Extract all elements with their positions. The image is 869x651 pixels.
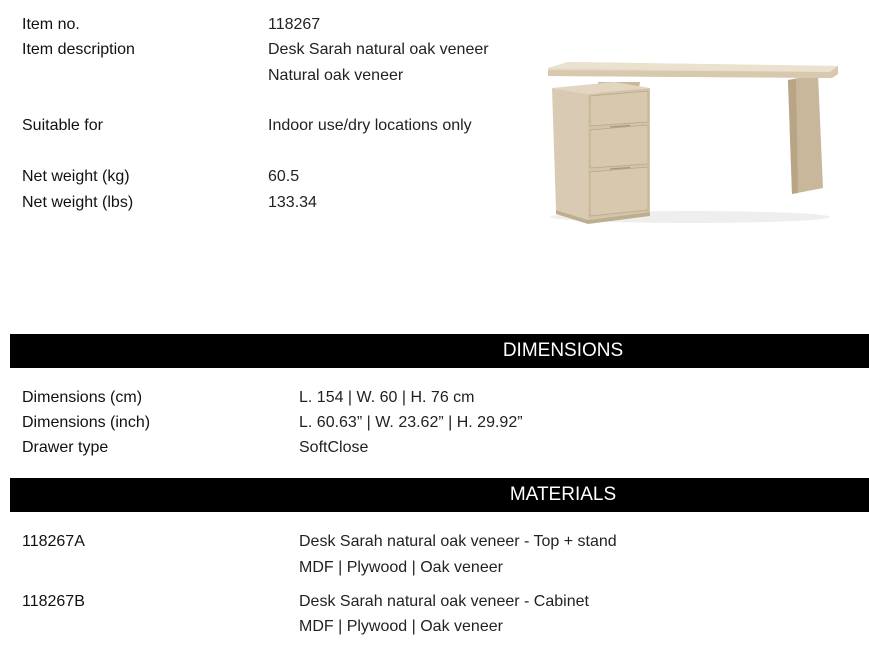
item-description-line2: Natural oak veneer xyxy=(268,67,404,84)
net-weight-lbs-label: Net weight (lbs) xyxy=(22,194,134,211)
material-name: Desk Sarah natural oak veneer - Cabinet xyxy=(299,593,589,610)
item-no-label: Item no. xyxy=(22,16,80,33)
dimensions-cm-value: L. 154 | W. 60 | H. 76 cm xyxy=(299,389,475,406)
materials-header-label: MATERIALS xyxy=(509,484,617,505)
material-composition: MDF | Plywood | Oak veneer xyxy=(299,559,503,576)
drawer-type-value: SoftClose xyxy=(299,439,369,456)
dimensions-header xyxy=(10,334,869,368)
material-code: 118267A xyxy=(22,533,85,550)
material-code: 118267B xyxy=(22,593,85,610)
suitable-for-value: Indoor use/dry locations only xyxy=(268,117,472,134)
material-name: Desk Sarah natural oak veneer - Top + stand xyxy=(299,533,617,550)
net-weight-kg-label: Net weight (kg) xyxy=(22,168,130,185)
net-weight-kg-value: 60.5 xyxy=(268,168,300,185)
dimensions-header-label: DIMENSIONS xyxy=(502,340,624,361)
material-composition: MDF | Plywood | Oak veneer xyxy=(299,618,503,635)
item-description-label: Item description xyxy=(22,41,135,58)
drawer-type-label: Drawer type xyxy=(22,439,109,456)
materials-header xyxy=(10,478,869,512)
dimensions-inch-label: Dimensions (inch) xyxy=(22,414,151,431)
item-no-value: 118267 xyxy=(268,16,321,33)
dimensions-cm-label: Dimensions (cm) xyxy=(22,389,143,406)
suitable-for-label: Suitable for xyxy=(22,117,103,134)
item-description-line1: Desk Sarah natural oak veneer xyxy=(268,41,489,58)
desk-product-image xyxy=(540,52,845,227)
dimensions-inch-value: L. 60.63” | W. 23.62” | H. 29.92” xyxy=(299,414,523,431)
net-weight-lbs-value: 133.34 xyxy=(268,194,317,211)
